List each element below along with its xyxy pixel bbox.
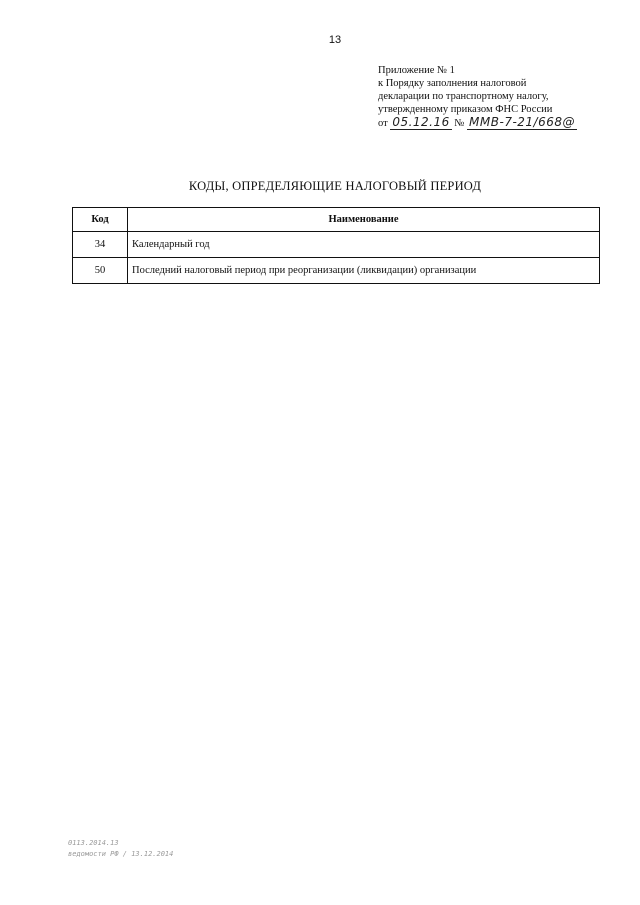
appendix-line-4: утвержденному приказом ФНС России bbox=[378, 104, 553, 115]
footer-stamp-line-2: ведомости РФ / 13.12.2014 bbox=[68, 850, 174, 858]
appendix-line-2: к Порядку заполнения налоговой bbox=[378, 78, 527, 89]
order-number-label: № bbox=[454, 118, 465, 129]
document-title: КОДЫ, ОПРЕДЕЛЯЮЩИЕ НАЛОГОВЫЙ ПЕРИОД bbox=[188, 179, 482, 193]
column-header-name: Наименование bbox=[128, 208, 600, 232]
appendix-header bbox=[378, 64, 608, 130]
code-cell: 34 bbox=[73, 232, 128, 258]
name-cell: Календарный год bbox=[128, 232, 600, 258]
code-cell: 50 bbox=[73, 258, 128, 284]
name-cell: Последний налоговый период при реорганизации (ликвидации) организации bbox=[128, 258, 600, 284]
footer-registration-stamp bbox=[68, 838, 173, 860]
table-row bbox=[73, 258, 600, 284]
table-row bbox=[73, 232, 600, 258]
tax-period-codes-table bbox=[72, 207, 600, 284]
column-header-code: Код bbox=[73, 208, 128, 232]
appendix-line-1: Приложение № 1 bbox=[378, 65, 455, 76]
order-date: 05.12.16 bbox=[392, 115, 450, 129]
appendix-line-3: декларации по транспортному налогу, bbox=[378, 91, 549, 102]
order-prefix: от bbox=[378, 118, 388, 129]
order-reference bbox=[378, 116, 608, 130]
footer-stamp-line-1: 0113.2014.13 bbox=[68, 839, 119, 847]
table-header-row bbox=[73, 208, 600, 232]
order-number: ММВ-7-21/668@ bbox=[469, 115, 575, 129]
page-number: 13 bbox=[328, 34, 342, 46]
